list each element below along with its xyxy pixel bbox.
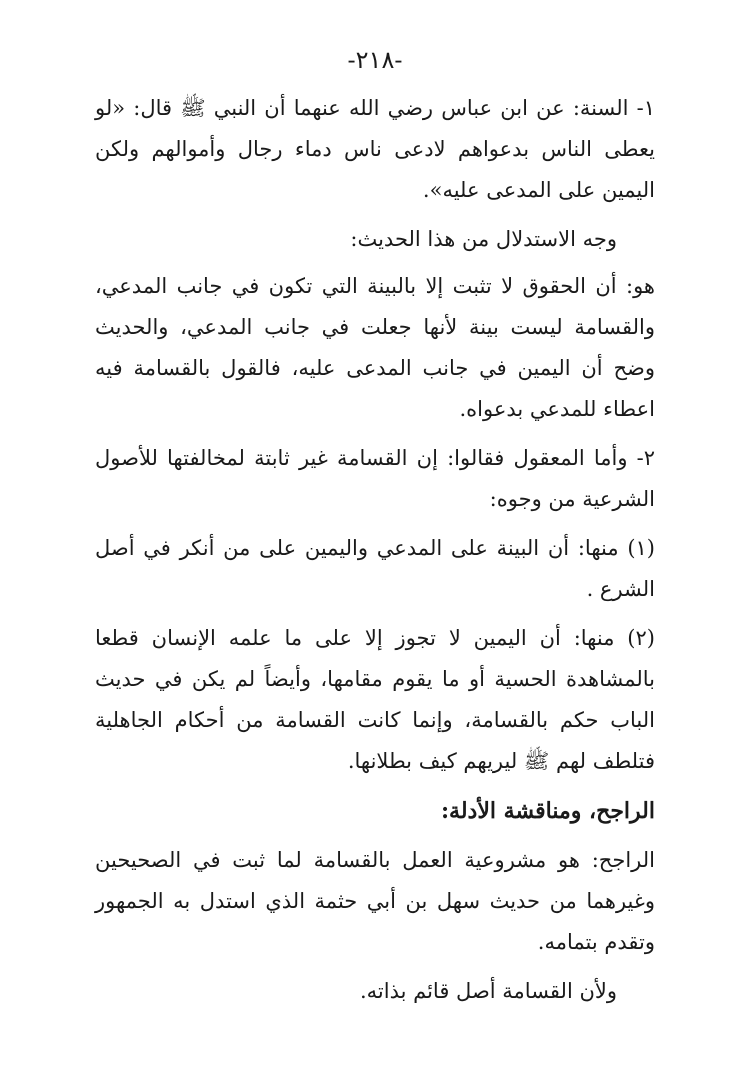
paragraph-preferred-opinion: الراجح: هو مشروعية العمل بالقسامة لما ثبت في الصحيحين وغيرهما من حديث سهل بن أبي حثمة الذي استدل به الجمهور وتقدم بتمامه.: [95, 848, 655, 954]
paragraph-inference-explanation: هو: أن الحقوق لا تثبت إلا بالبينة التي تكون في جانب المدعي، والقسامة ليست بينة لأنها جعلت في جانب المدعي، والحديث وضح أن اليمين في جانب المدعى عليه، فالقول بالقسامة فيه اعطاء للمدعي بدعواه.: [95, 274, 655, 421]
paragraph-rational-argument: ٢- وأما المعقول فقالوا: إن القسامة غير ثابتة لمخالفتها للأصول الشرعية من وجوه:: [95, 446, 655, 511]
paragraph-sunnah-hadith: ١- السنة: عن ابن عباس رضي الله عنهما أن النبي ﷺ قال: «لو يعطى الناس بدعواهم لادعى ناس دماء رجال وأموالهم ولكن اليمين على المدعى عليه».: [95, 96, 655, 202]
paragraph-point-one: (١) منها: أن البينة على المدعي واليمين على من أنكر في أصل الشرع .: [95, 536, 655, 601]
document-page: [95, 40, 655, 1020]
paragraph-inference-heading: وجه الاستدلال من هذا الحديث:: [350, 227, 617, 251]
section-heading-preferred-opinion: الراجح، ومناقشة الأدلة:: [440, 798, 655, 824]
paragraph-closing: ولأن القسامة أصل قائم بذاته.: [359, 979, 617, 1003]
page-number: -٢١٨-: [347, 46, 403, 74]
paragraph-point-two: (٢) منها: أن اليمين لا تجوز إلا على ما علمه الإنسان قطعا بالمشاهدة الحسية أو ما يقوم مقامها، وأيضاً لم يكن في حديث الباب حكم بالقسامة، وإنما كانت القسامة من أحكام الجاهلية فتلطف لهم ﷺ ليريهم كيف بطلانها.: [95, 626, 655, 773]
